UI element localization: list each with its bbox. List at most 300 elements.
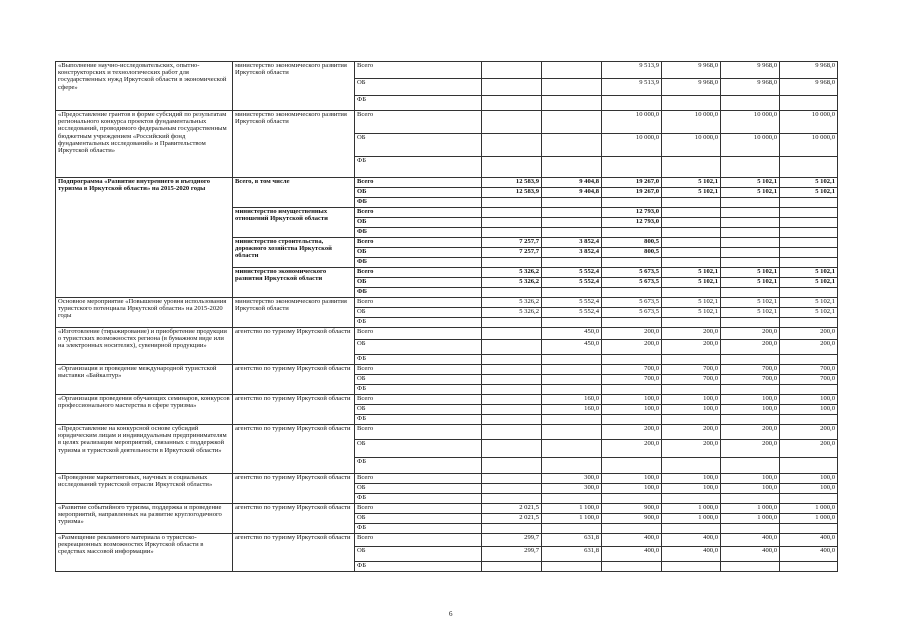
value-cell (482, 111, 542, 134)
value-cell: 5 102,1 (721, 178, 780, 188)
funding-source-cell: ОБ (355, 440, 482, 458)
value-cell: 300,0 (542, 484, 602, 494)
executor-cell: министерство имущественных отношений Иркутской области (233, 208, 355, 238)
value-cell: 5 552,4 (542, 308, 602, 318)
value-cell (602, 415, 662, 425)
value-cell: 100,0 (662, 405, 721, 415)
value-cell: 5 102,1 (662, 188, 721, 198)
value-cell (482, 318, 542, 328)
value-cell (721, 208, 780, 218)
executor-cell: агентство по туризму Иркутской области (233, 395, 355, 425)
value-cell: 5 102,1 (662, 298, 721, 308)
funding-source-cell: ОБ (355, 79, 482, 96)
value-cell: 10 000,0 (780, 134, 838, 157)
value-cell: 160,0 (542, 395, 602, 405)
value-cell (482, 562, 542, 572)
value-cell: 450,0 (542, 328, 602, 340)
value-cell: 400,0 (780, 534, 838, 547)
value-cell: 100,0 (602, 395, 662, 405)
value-cell: 200,0 (662, 340, 721, 355)
value-cell: 100,0 (780, 474, 838, 484)
value-cell (482, 440, 542, 458)
value-cell: 9 968,0 (721, 79, 780, 96)
value-cell (542, 198, 602, 208)
value-cell (780, 218, 838, 228)
value-cell (542, 111, 602, 134)
value-cell: 1 000,0 (662, 504, 721, 514)
value-cell (721, 218, 780, 228)
value-cell (542, 524, 602, 534)
funding-source-cell: ОБ (355, 484, 482, 494)
value-cell (482, 258, 542, 268)
table-row (56, 474, 838, 484)
value-cell: 5 102,1 (780, 268, 838, 278)
funding-source-cell: Всего (355, 504, 482, 514)
value-cell (542, 228, 602, 238)
value-cell (602, 562, 662, 572)
value-cell (602, 385, 662, 395)
value-cell: 5 673,5 (602, 268, 662, 278)
value-cell: 160,0 (542, 405, 602, 415)
value-cell (780, 415, 838, 425)
value-cell (662, 198, 721, 208)
executor-cell: министерство экономического развития Иркутской области (233, 298, 355, 328)
value-cell: 5 673,5 (602, 308, 662, 318)
value-cell (780, 208, 838, 218)
table-row (56, 534, 838, 547)
table-row (56, 111, 838, 134)
value-cell: 631,8 (542, 534, 602, 547)
value-cell: 10 000,0 (602, 111, 662, 134)
value-cell (542, 425, 602, 440)
value-cell: 5 326,2 (482, 298, 542, 308)
value-cell: 5 102,1 (780, 308, 838, 318)
value-cell (721, 562, 780, 572)
funding-source-cell: ФБ (355, 157, 482, 178)
value-cell (602, 355, 662, 365)
value-cell: 400,0 (721, 547, 780, 562)
value-cell: 100,0 (602, 484, 662, 494)
value-cell: 1 000,0 (780, 504, 838, 514)
program-name-cell: Основное мероприятие «Повышение уровня использования туристского потенциала Иркутской области» на 2015-2020 годы (56, 298, 233, 328)
table-row (56, 328, 838, 340)
value-cell: 1 000,0 (662, 514, 721, 524)
value-cell (662, 524, 721, 534)
value-cell (542, 157, 602, 178)
program-name-cell: «Предоставление на конкурсной основе субсидий юридическим лицам и индивидуальным предпринимателям в целях реализации мероприятий, связанных с поддержкой туризма и туристской деятельности в Иркутской области» (56, 425, 233, 474)
program-name-cell: «Проведение маркетинговых, научных и социальных исследований туристской отрасли Иркутской области» (56, 474, 233, 504)
funding-source-cell: Всего (355, 238, 482, 248)
value-cell (482, 208, 542, 218)
value-cell (721, 385, 780, 395)
value-cell: 12 793,0 (602, 208, 662, 218)
funding-source-cell: ОБ (355, 405, 482, 415)
page-number: 6 (449, 610, 453, 618)
value-cell (662, 355, 721, 365)
funding-source-cell: ОБ (355, 134, 482, 157)
funding-source-cell: ОБ (355, 218, 482, 228)
value-cell: 5 326,2 (482, 268, 542, 278)
value-cell: 5 102,1 (721, 188, 780, 198)
value-cell: 12 793,0 (602, 218, 662, 228)
value-cell: 1 000,0 (721, 514, 780, 524)
funding-source-cell: ФБ (355, 318, 482, 328)
value-cell (780, 562, 838, 572)
value-cell: 3 852,4 (542, 248, 602, 258)
value-cell (542, 62, 602, 79)
funding-source-cell: Всего (355, 111, 482, 134)
value-cell: 5 102,1 (721, 298, 780, 308)
funding-source-cell: Всего (355, 395, 482, 405)
funding-source-cell: ОБ (355, 340, 482, 355)
value-cell (721, 458, 780, 474)
value-cell (542, 318, 602, 328)
value-cell: 5 102,1 (662, 308, 721, 318)
value-cell: 9 513,9 (602, 62, 662, 79)
value-cell: 5 102,1 (662, 268, 721, 278)
value-cell (602, 258, 662, 268)
value-cell: 9 968,0 (780, 62, 838, 79)
value-cell: 3 852,4 (542, 238, 602, 248)
value-cell (482, 328, 542, 340)
value-cell: 200,0 (602, 328, 662, 340)
value-cell: 2 021,5 (482, 514, 542, 524)
value-cell (542, 494, 602, 504)
value-cell (482, 458, 542, 474)
funding-source-cell: ФБ (355, 288, 482, 298)
funding-source-cell: ФБ (355, 198, 482, 208)
value-cell (780, 96, 838, 111)
value-cell: 5 102,1 (780, 278, 838, 288)
value-cell: 400,0 (721, 534, 780, 547)
funding-source-cell: ОБ (355, 547, 482, 562)
table-row (56, 365, 838, 375)
value-cell (662, 218, 721, 228)
value-cell (482, 405, 542, 415)
value-cell: 800,5 (602, 248, 662, 258)
value-cell (542, 288, 602, 298)
value-cell: 100,0 (721, 474, 780, 484)
value-cell: 700,0 (662, 365, 721, 375)
value-cell (482, 524, 542, 534)
value-cell (542, 355, 602, 365)
executor-cell: министерство экономического развития Иркутской области (233, 62, 355, 111)
funding-source-cell: ФБ (355, 415, 482, 425)
value-cell (542, 218, 602, 228)
value-cell: 700,0 (780, 375, 838, 385)
value-cell: 5 102,1 (662, 178, 721, 188)
value-cell: 9 968,0 (662, 62, 721, 79)
value-cell: 400,0 (662, 547, 721, 562)
table-row (56, 504, 838, 514)
program-name-cell: «Выполнение научно-исследовательских, опытно-конструкторских и технологических работ для государственных нужд Иркутской области в экономической сфере» (56, 62, 233, 111)
funding-source-cell: Всего (355, 298, 482, 308)
value-cell (662, 458, 721, 474)
value-cell (482, 340, 542, 355)
program-name-cell: «Изготовление (тиражирование) и приобретение продукции о туристских возможностях региона (в бумажном виде или на электронных носителях), сувенирной продукции» (56, 328, 233, 365)
executor-cell: министерство экономического развития Иркутской области (233, 268, 355, 298)
value-cell (602, 198, 662, 208)
value-cell: 700,0 (662, 375, 721, 385)
funding-source-cell: ОБ (355, 278, 482, 288)
funding-source-cell: ОБ (355, 188, 482, 198)
funding-source-cell: ФБ (355, 524, 482, 534)
value-cell: 1 000,0 (780, 514, 838, 524)
funding-source-cell: Всего (355, 178, 482, 188)
value-cell (662, 228, 721, 238)
value-cell (542, 208, 602, 218)
value-cell: 900,0 (602, 514, 662, 524)
value-cell (542, 440, 602, 458)
value-cell (662, 385, 721, 395)
value-cell (662, 562, 721, 572)
program-name-cell: «Организация и проведение международной туристской выставки «Байкалтур» (56, 365, 233, 395)
budget-table (55, 61, 838, 572)
value-cell: 1 100,0 (542, 514, 602, 524)
value-cell: 10 000,0 (662, 111, 721, 134)
value-cell: 100,0 (721, 405, 780, 415)
value-cell (721, 248, 780, 258)
value-cell (780, 198, 838, 208)
value-cell: 450,0 (542, 340, 602, 355)
value-cell (482, 474, 542, 484)
value-cell: 5 102,1 (662, 278, 721, 288)
value-cell (482, 395, 542, 405)
value-cell: 2 021,5 (482, 504, 542, 514)
value-cell (602, 458, 662, 474)
value-cell (542, 458, 602, 474)
value-cell: 400,0 (602, 534, 662, 547)
value-cell: 9 968,0 (662, 79, 721, 96)
value-cell: 299,7 (482, 547, 542, 562)
value-cell: 5 102,1 (780, 178, 838, 188)
value-cell (482, 96, 542, 111)
funding-source-cell: Всего (355, 208, 482, 218)
value-cell: 400,0 (662, 534, 721, 547)
value-cell (482, 157, 542, 178)
value-cell (721, 494, 780, 504)
value-cell: 100,0 (602, 474, 662, 484)
value-cell: 300,0 (542, 474, 602, 484)
value-cell: 700,0 (721, 365, 780, 375)
funding-source-cell: Всего (355, 534, 482, 547)
value-cell (482, 228, 542, 238)
table-row (56, 395, 838, 405)
value-cell: 10 000,0 (602, 134, 662, 157)
value-cell (542, 96, 602, 111)
value-cell: 200,0 (662, 425, 721, 440)
value-cell: 5 673,5 (602, 278, 662, 288)
value-cell (542, 258, 602, 268)
value-cell (662, 96, 721, 111)
value-cell: 7 257,7 (482, 248, 542, 258)
value-cell (780, 355, 838, 365)
value-cell: 5 552,4 (542, 268, 602, 278)
executor-cell: агентство по туризму Иркутской области (233, 534, 355, 572)
value-cell: 100,0 (662, 474, 721, 484)
value-cell (482, 134, 542, 157)
budget-table-body (56, 62, 838, 572)
value-cell (662, 288, 721, 298)
value-cell (721, 157, 780, 178)
program-name-cell: «Предоставление грантов в форме субсидий по результатам регионального конкурса проектов фундаментальных исследований, проводимого федеральным государственным бюджетным учреждением «Российский фонд фундаментальных исследований» и Правительством Иркутской области» (56, 111, 233, 178)
value-cell (482, 288, 542, 298)
value-cell: 100,0 (780, 395, 838, 405)
value-cell: 5 552,4 (542, 278, 602, 288)
value-cell (662, 258, 721, 268)
value-cell (662, 208, 721, 218)
value-cell: 200,0 (721, 328, 780, 340)
value-cell: 1 100,0 (542, 504, 602, 514)
value-cell: 200,0 (602, 440, 662, 458)
value-cell (721, 228, 780, 238)
value-cell: 200,0 (662, 328, 721, 340)
funding-source-cell: ФБ (355, 96, 482, 111)
value-cell: 200,0 (721, 340, 780, 355)
value-cell: 9 968,0 (780, 79, 838, 96)
value-cell: 19 267,0 (602, 178, 662, 188)
value-cell (780, 228, 838, 238)
value-cell: 100,0 (662, 395, 721, 405)
value-cell (780, 288, 838, 298)
value-cell: 631,8 (542, 547, 602, 562)
value-cell: 400,0 (780, 547, 838, 562)
value-cell (482, 198, 542, 208)
funding-source-cell: ОБ (355, 308, 482, 318)
value-cell (721, 318, 780, 328)
funding-source-cell: Всего (355, 328, 482, 340)
value-cell (482, 494, 542, 504)
value-cell (780, 318, 838, 328)
value-cell (721, 355, 780, 365)
value-cell (662, 318, 721, 328)
value-cell (482, 355, 542, 365)
value-cell (780, 258, 838, 268)
value-cell: 200,0 (662, 440, 721, 458)
value-cell: 100,0 (721, 395, 780, 405)
value-cell: 100,0 (721, 484, 780, 494)
program-name-cell: «Развитие событийного туризма, поддержка и проведение мероприятий, направленных на развитие круглогодичного туризма» (56, 504, 233, 534)
value-cell: 10 000,0 (780, 111, 838, 134)
value-cell (662, 415, 721, 425)
value-cell (482, 79, 542, 96)
value-cell (780, 238, 838, 248)
value-cell (482, 375, 542, 385)
value-cell (780, 524, 838, 534)
value-cell: 100,0 (780, 405, 838, 415)
value-cell (721, 238, 780, 248)
funding-source-cell: ОБ (355, 514, 482, 524)
funding-source-cell: ФБ (355, 494, 482, 504)
table-row (56, 425, 838, 440)
value-cell: 900,0 (602, 504, 662, 514)
value-cell (602, 318, 662, 328)
program-name-cell: «Организация проведения обучающих семинаров, конкурсов профессионального мастерства в сфере туризма» (56, 395, 233, 425)
funding-source-cell: Всего (355, 62, 482, 79)
funding-source-cell: ОБ (355, 248, 482, 258)
value-cell: 1 000,0 (721, 504, 780, 514)
value-cell (721, 96, 780, 111)
value-cell (542, 385, 602, 395)
executor-cell: агентство по туризму Иркутской области (233, 365, 355, 395)
value-cell: 10 000,0 (721, 134, 780, 157)
value-cell (721, 415, 780, 425)
value-cell (721, 288, 780, 298)
funding-source-cell: ОБ (355, 375, 482, 385)
value-cell: 800,5 (602, 238, 662, 248)
executor-cell: агентство по туризму Иркутской области (233, 474, 355, 504)
value-cell: 5 673,5 (602, 298, 662, 308)
value-cell: 700,0 (780, 365, 838, 375)
funding-source-cell: ФБ (355, 355, 482, 365)
value-cell: 5 552,4 (542, 298, 602, 308)
value-cell: 200,0 (721, 425, 780, 440)
value-cell (780, 385, 838, 395)
funding-source-cell: Всего (355, 268, 482, 278)
value-cell (721, 198, 780, 208)
value-cell (482, 62, 542, 79)
value-cell: 100,0 (662, 484, 721, 494)
executor-cell: агентство по туризму Иркутской области (233, 504, 355, 534)
executor-cell: Всего, в том числе (233, 178, 355, 208)
value-cell (602, 524, 662, 534)
value-cell (542, 134, 602, 157)
value-cell: 100,0 (602, 405, 662, 415)
value-cell: 200,0 (780, 328, 838, 340)
value-cell: 19 267,0 (602, 188, 662, 198)
executor-cell: агентство по туризму Иркутской области (233, 328, 355, 365)
value-cell: 5 326,2 (482, 308, 542, 318)
value-cell: 7 257,7 (482, 238, 542, 248)
value-cell: 200,0 (602, 340, 662, 355)
funding-source-cell: ФБ (355, 458, 482, 474)
value-cell: 5 102,1 (721, 278, 780, 288)
value-cell: 700,0 (721, 375, 780, 385)
value-cell: 200,0 (780, 440, 838, 458)
funding-source-cell: Всего (355, 365, 482, 375)
value-cell: 9 968,0 (721, 62, 780, 79)
funding-source-cell: ФБ (355, 258, 482, 268)
table-row (56, 298, 838, 308)
value-cell: 5 326,2 (482, 278, 542, 288)
value-cell (780, 458, 838, 474)
value-cell (542, 375, 602, 385)
value-cell (602, 288, 662, 298)
program-name-cell: Подпрограмма «Развитие внутреннего и въездного туризма в Иркутской области» на 2015-2020 годы (56, 178, 233, 298)
funding-source-cell: Всего (355, 425, 482, 440)
value-cell: 200,0 (602, 425, 662, 440)
value-cell: 200,0 (721, 440, 780, 458)
table-row (56, 62, 838, 79)
value-cell: 200,0 (780, 425, 838, 440)
value-cell: 12 583,9 (482, 188, 542, 198)
program-name-cell: «Размещение рекламного материала о туристско-рекреационных возможностях Иркутской области в средствах массовой информации» (56, 534, 233, 572)
value-cell (542, 415, 602, 425)
value-cell (721, 258, 780, 268)
value-cell (602, 228, 662, 238)
funding-source-cell: ФБ (355, 385, 482, 395)
value-cell: 12 583,9 (482, 178, 542, 188)
funding-source-cell: ФБ (355, 562, 482, 572)
value-cell (482, 425, 542, 440)
value-cell (482, 385, 542, 395)
value-cell: 5 102,1 (721, 308, 780, 318)
value-cell (662, 248, 721, 258)
value-cell (662, 494, 721, 504)
value-cell (482, 484, 542, 494)
value-cell (602, 157, 662, 178)
value-cell: 200,0 (780, 340, 838, 355)
